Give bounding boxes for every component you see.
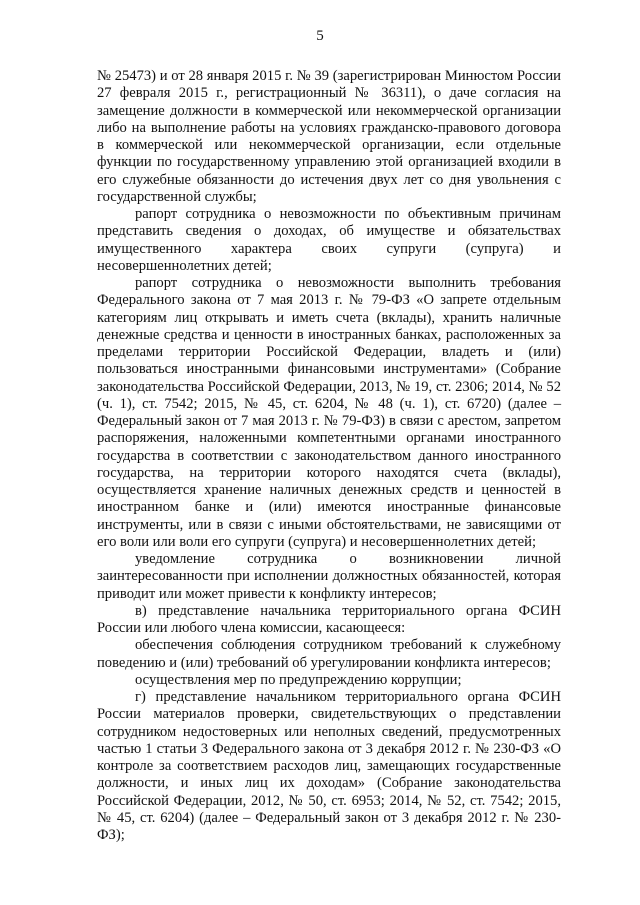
paragraph-continuation: № 25473) и от 28 января 2015 г. № 39 (зарегистрирован Минюстом России 27 февраля 2015 г., регистрационный № 36311), о даче согласия на замещение должности в коммерческой или некоммерческой организации либо на выполнение работы на условиях гражданско-правового договора в коммерческой или некоммерческой организации, если отдельные функции по государственному управлению этой организацией входили в его служебные обязанности до истечения двух лет со дня увольнения с государственной службы; bbox=[97, 68, 561, 205]
paragraph-item-v: в) представление начальника территориального органа ФСИН России или любого члена комиссии, касающееся: bbox=[97, 602, 561, 636]
paragraph-report-foreign-accounts: рапорт сотрудника о невозможности выполнить требования Федерального закона от 7 мая 2013 г. № 79-ФЗ «О запрете отдельным категориям лиц открывать и иметь счета (вклады), хранить наличные денежные средства и ценности в иностранных банках, расположенных за пределами территории Российской Федерации, владеть и (или) пользоваться иностранными финансовыми инструментами» (Собрание законодательства Российской Федерации, 2013, № 19, ст. 2306; 2014, № 52 (ч. 1), ст. 7542; 2015, № 45, ст. 6204, № 48 (ч. 1), ст. 6720) (далее – Федеральный закон от 7 мая 2013 г. № 79-ФЗ) в связи с арестом, запретом распоряжения, наложенными компетентными органами иностранного государства в соответствии с законодательством данного иностранного государства, на территории которого находятся счета (вклады), осуществляется хранение наличных денежных средств и ценностей в иностранном банке и (или) имеются иностранные финансовые инструменты, или в связи с иными обстоятельствами, не зависящими от его воли или воли его супруги (супруга) и несовершеннолетних детей; bbox=[97, 275, 561, 550]
paragraph-anticorruption: осуществления мер по предупреждению коррупции; bbox=[135, 671, 462, 688]
page-number: 5 bbox=[316, 28, 324, 44]
paragraph-compliance: обеспечения соблюдения сотрудником требований к служебному поведению и (или) требований об урегулировании конфликта интересов; bbox=[97, 637, 561, 671]
document-body bbox=[97, 68, 561, 844]
paragraph-report-income-info: рапорт сотрудника о невозможности по объективным причинам представить сведения о доходах, об имуществе и обязательствах имущественного характера своих супруги (супруга) и несовершеннолетних детей; bbox=[97, 206, 561, 274]
paragraph-item-g: г) представление начальником территориального органа ФСИН России материалов проверки, свидетельствующих о представлении сотрудником недостоверных или неполных сведений, предусмотренных частью 1 статьи 3 Федерального закона от 3 декабря 2012 г. № 230-ФЗ «О контроле за соответствием расходов лиц, замещающих государственные должности, и иных лиц их доходам» (Собрание законодательства Российской Федерации, 2012, № 50, ст. 6953; 2014, № 52, ст. 7542; 2015, № 45, ст. 6204) (далее – Федеральный закон от 3 декабря 2012 г. № 230-ФЗ); bbox=[97, 689, 561, 843]
paragraph-conflict-notification: уведомление сотрудника о возникновении личной заинтересованности при исполнении должностных обязанностей, которая приводит или может привести к конфликту интересов; bbox=[97, 551, 561, 602]
